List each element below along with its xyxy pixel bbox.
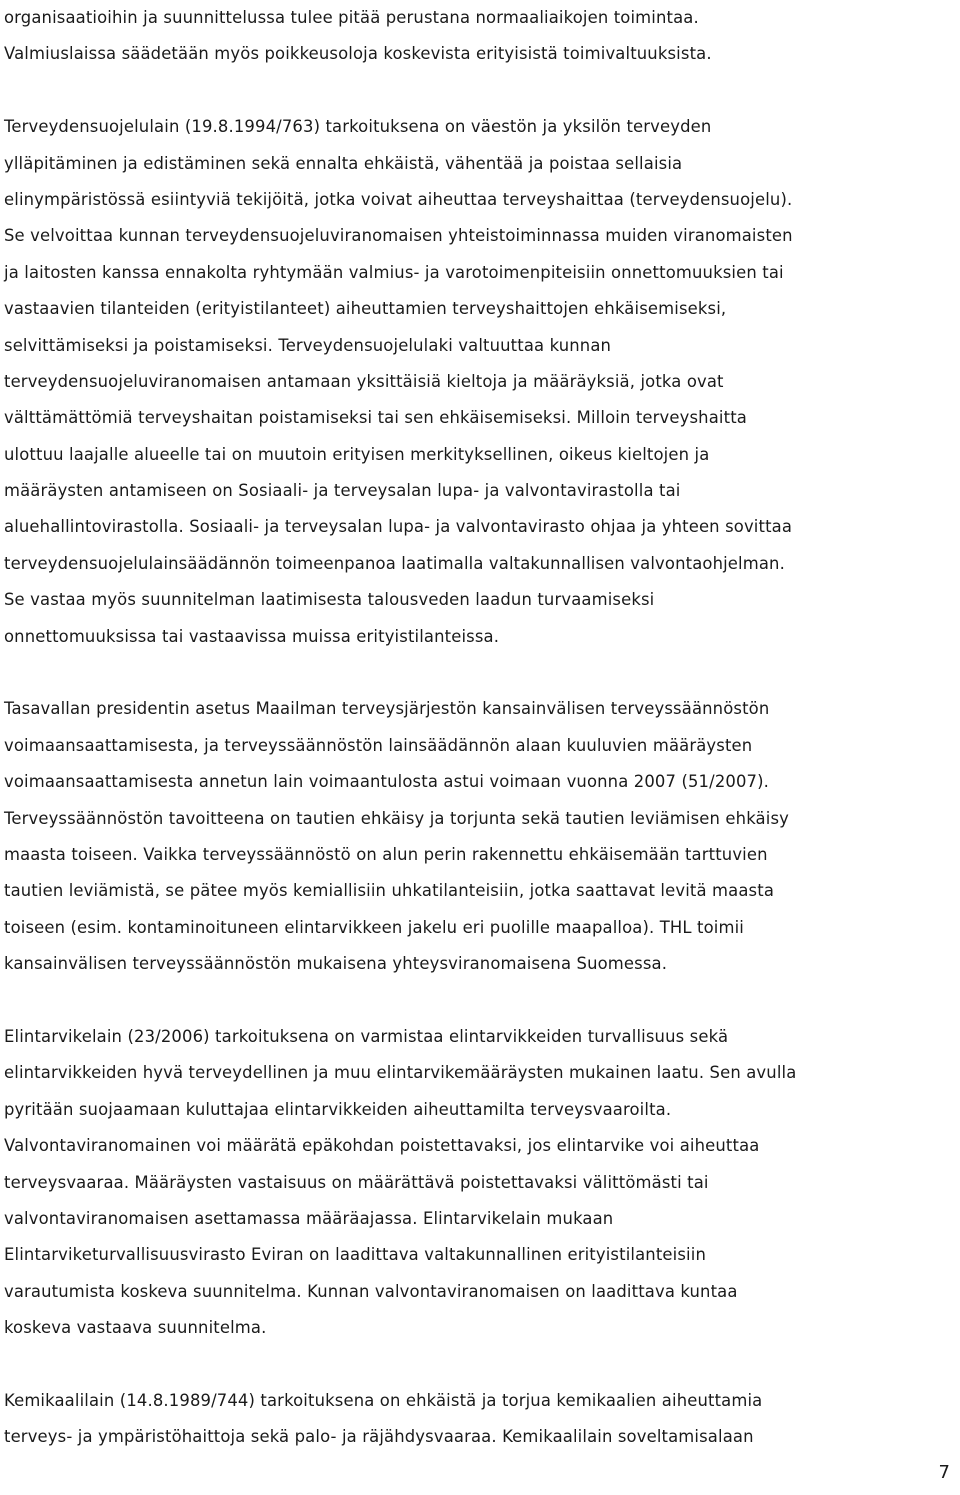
- text-line: toiseen (esim. kontaminoituneen elintarvikkeen jakelu eri puolille maapalloa). THL toimii: [4, 917, 745, 937]
- text-line: Terveydensuojelulain (19.8.1994/763) tarkoituksena on väestön ja yksilön terveyden: [4, 117, 712, 137]
- paragraph-elintarvikelaki: [4, 1019, 956, 1347]
- paragraph-gap: [4, 73, 956, 109]
- text-line: Elintarviketurvallisuusvirasto Eviran on laadittava valtakunnallinen erityistilanteisiin: [4, 1245, 706, 1265]
- text-line: Valvontaviranomainen voi määrätä epäkohdan poistettavaksi, jos elintarvike voi aiheuttaa: [4, 1136, 760, 1156]
- text-line: koskeva vastaava suunnitelma.: [4, 1318, 267, 1338]
- text-line: elintarvikkeiden hyvä terveydellinen ja muu elintarvikemääräysten mukainen laatu. Sen avulla: [4, 1063, 797, 1083]
- text-line: terveysvaaraa. Määräysten vastaisuus on määrättävä poistettavaksi välittömästi tai: [4, 1172, 709, 1192]
- text-line: aluehallintovirastolla. Sosiaali- ja terveysalan lupa- ja valvontavirasto ohjaa ja yhteen sovittaa: [4, 517, 793, 537]
- text-line: Valmiuslaissa säädetään myös poikkeusoloja koskevista erityisistä toimivaltuuksista.: [4, 44, 712, 64]
- text-line: selvittämiseksi ja poistamiseksi. Terveydensuojelulaki valtuuttaa kunnan: [4, 335, 612, 355]
- text-line: onnettomuuksissa tai vastaavissa muissa erityistilanteissa.: [4, 626, 500, 646]
- text-line: Terveyssäännöstön tavoitteena on tautien ehkäisy ja torjunta sekä tautien leviämisen ehkäisy: [4, 808, 789, 828]
- text-line: Kemikaalilain (14.8.1989/744) tarkoituksena on ehkäistä ja torjua kemikaalien aiheuttamia: [4, 1390, 763, 1410]
- text-line: maasta toiseen. Vaikka terveyssäännöstö on alun perin rakennettu ehkäisemään tarttuvien: [4, 844, 768, 864]
- text-line: Se velvoittaa kunnan terveydensuojeluviranomaisen yhteistoiminnassa muiden viranomaisten: [4, 226, 793, 246]
- text-line: ylläpitäminen ja edistäminen sekä ennalta ehkäistä, vähentää ja poistaa sellaisia: [4, 153, 683, 173]
- paragraph-terveydensuojelulaki: [4, 109, 956, 655]
- document-page: [4, 0, 956, 1456]
- paragraph-gap: [4, 1346, 956, 1382]
- text-line: elinympäristössä esiintyviä tekijöitä, jotka voivat aiheuttaa terveyshaittaa (terveydensuojelu).: [4, 189, 793, 209]
- text-line: välttämättömiä terveyshaitan poistamiseksi tai sen ehkäisemiseksi. Milloin terveyshaitta: [4, 408, 747, 428]
- page-number: 7: [938, 1462, 950, 1483]
- text-line: voimaansaattamisesta, ja terveyssäännöstön lainsäädännön alaan kuuluvien määräysten: [4, 735, 753, 755]
- paragraph-gap: [4, 983, 956, 1019]
- paragraph-valmiuslaki: [4, 0, 956, 73]
- text-line: Se vastaa myös suunnitelman laatimisesta talousveden laadun turvaamiseksi: [4, 590, 655, 610]
- text-line: voimaansaattamisesta annetun lain voimaantulosta astui voimaan vuonna 2007 (51/2007).: [4, 772, 770, 792]
- text-line: tautien leviämistä, se pätee myös kemiallisiin uhkatilanteisiin, jotka saattavat levitä maasta: [4, 881, 775, 901]
- paragraph-gap: [4, 655, 956, 691]
- text-line: terveys- ja ympäristöhaittoja sekä palo- ja räjähdysvaaraa. Kemikaalilain soveltamisalaan: [4, 1427, 754, 1447]
- text-line: varautumista koskeva suunnitelma. Kunnan valvontaviranomaisen on laadittava kuntaa: [4, 1281, 738, 1301]
- text-line: pyritään suojaamaan kuluttajaa elintarvikkeiden aiheuttamilta terveysvaaroilta.: [4, 1099, 672, 1119]
- text-line: ja laitosten kanssa ennakolta ryhtymään valmius- ja varotoimenpiteisiin onnettomuuksien tai: [4, 262, 784, 282]
- text-line: vastaavien tilanteiden (erityistilanteet) aiheuttamien terveyshaittojen ehkäisemiseksi,: [4, 299, 727, 319]
- text-line: määräysten antamiseen on Sosiaali- ja terveysalan lupa- ja valvontavirastolla tai: [4, 481, 681, 501]
- text-line: organisaatioihin ja suunnittelussa tulee pitää perustana normaaliaikojen toimintaa.: [4, 8, 699, 27]
- text-line: Elintarvikelain (23/2006) tarkoituksena on varmistaa elintarvikkeiden turvallisuus sekä: [4, 1026, 729, 1046]
- paragraph-kemikaalilaki: [4, 1383, 956, 1456]
- text-line: valvontaviranomaisen asettamassa määräajassa. Elintarvikelain mukaan: [4, 1208, 614, 1228]
- text-line: Tasavallan presidentin asetus Maailman terveysjärjestön kansainvälisen terveyssäännöstön: [4, 699, 770, 719]
- text-line: terveydensuojeluviranomaisen antamaan yksittäisiä kieltoja ja määräyksiä, jotka ovat: [4, 371, 724, 391]
- text-line: ulottuu laajalle alueelle tai on muutoin erityisen merkityksellinen, oikeus kieltojen ja: [4, 444, 710, 464]
- text-line: kansainvälisen terveyssäännöstön mukaisena yhteysviranomaisena Suomessa.: [4, 954, 668, 974]
- text-line: terveydensuojelulainsäädännön toimeenpanoa laatimalla valtakunnallisen valvontaohjelman.: [4, 553, 785, 573]
- paragraph-terveyssaannosto: [4, 691, 956, 982]
